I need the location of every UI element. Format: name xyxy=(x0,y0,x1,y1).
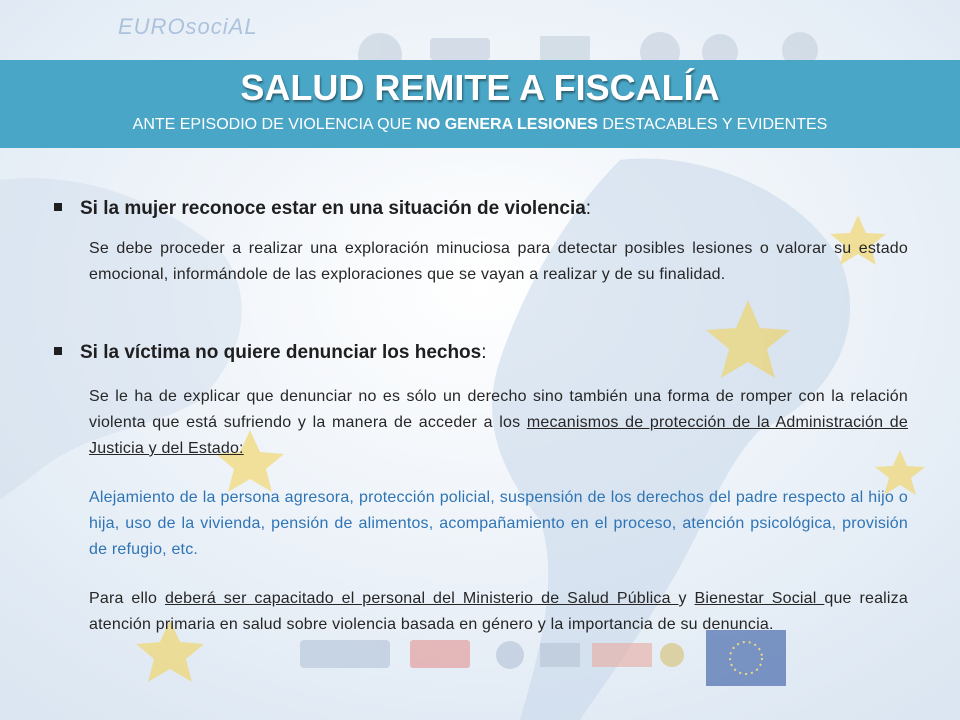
paragraph-denunciar xyxy=(89,384,908,462)
bullet-heading-2 xyxy=(54,342,487,364)
paragraph-text: Se le ha de explicar que denunciar no es sólo un derecho sino también una forma de romper con la relación violenta que está sufriendo y la manera de acceder a los xyxy=(89,388,908,431)
underlined-text: deberá ser capacitado el personal del Ministerio de Salud Pública xyxy=(164,590,679,607)
paragraph-text: y xyxy=(678,590,695,607)
underlined-text: mecanismos de protección de la Administración de Justicia y del Estado: xyxy=(89,414,908,457)
paragraph-text: Para ello xyxy=(89,590,165,607)
square-bullet-icon xyxy=(54,347,62,355)
underlined-text: Bienestar Social xyxy=(694,590,825,607)
bullet-heading-text: Si la víctima no quiere denunciar los hechos xyxy=(80,342,482,363)
page-title: SALUD REMITE A FISCALÍA xyxy=(240,67,720,108)
subtitle-emphasis: NO GENERA LESIONES xyxy=(416,116,598,133)
paragraph-protections: Alejamiento de la persona agresora, protección policial, suspensión de los derechos del padre respecto al hijo o hija, uso de la vivienda, pensión de alimentos, acompañamiento en el proceso, atención psicológica, provisión de refugio, etc. xyxy=(89,489,908,558)
paragraph-text: que realiza atención primaria en salud sobre violencia basada en género y la importancia de su denuncia. xyxy=(89,590,908,633)
paragraph-capacitation xyxy=(89,586,908,638)
bullet-colon: : xyxy=(481,342,487,363)
subtitle-part: DESTACABLES Y EVIDENTES xyxy=(597,116,828,133)
bullet-heading-1 xyxy=(54,198,591,220)
subtitle-part: ANTE EPISODIO DE VIOLENCIA QUE xyxy=(132,116,417,133)
eurosocial-logo: EUROsociAL xyxy=(118,14,258,39)
bullet-heading-text: Si la mujer reconoce estar en una situación de violencia xyxy=(80,198,586,219)
paragraph-exploration: Se debe proceder a realizar una exploración minuciosa para detectar posibles lesiones o valorar su estado emocional, informándole de las exploraciones que se vayan a realizar y de su finalidad. xyxy=(89,240,908,283)
square-bullet-icon xyxy=(54,203,62,211)
bullet-colon: : xyxy=(585,198,592,219)
